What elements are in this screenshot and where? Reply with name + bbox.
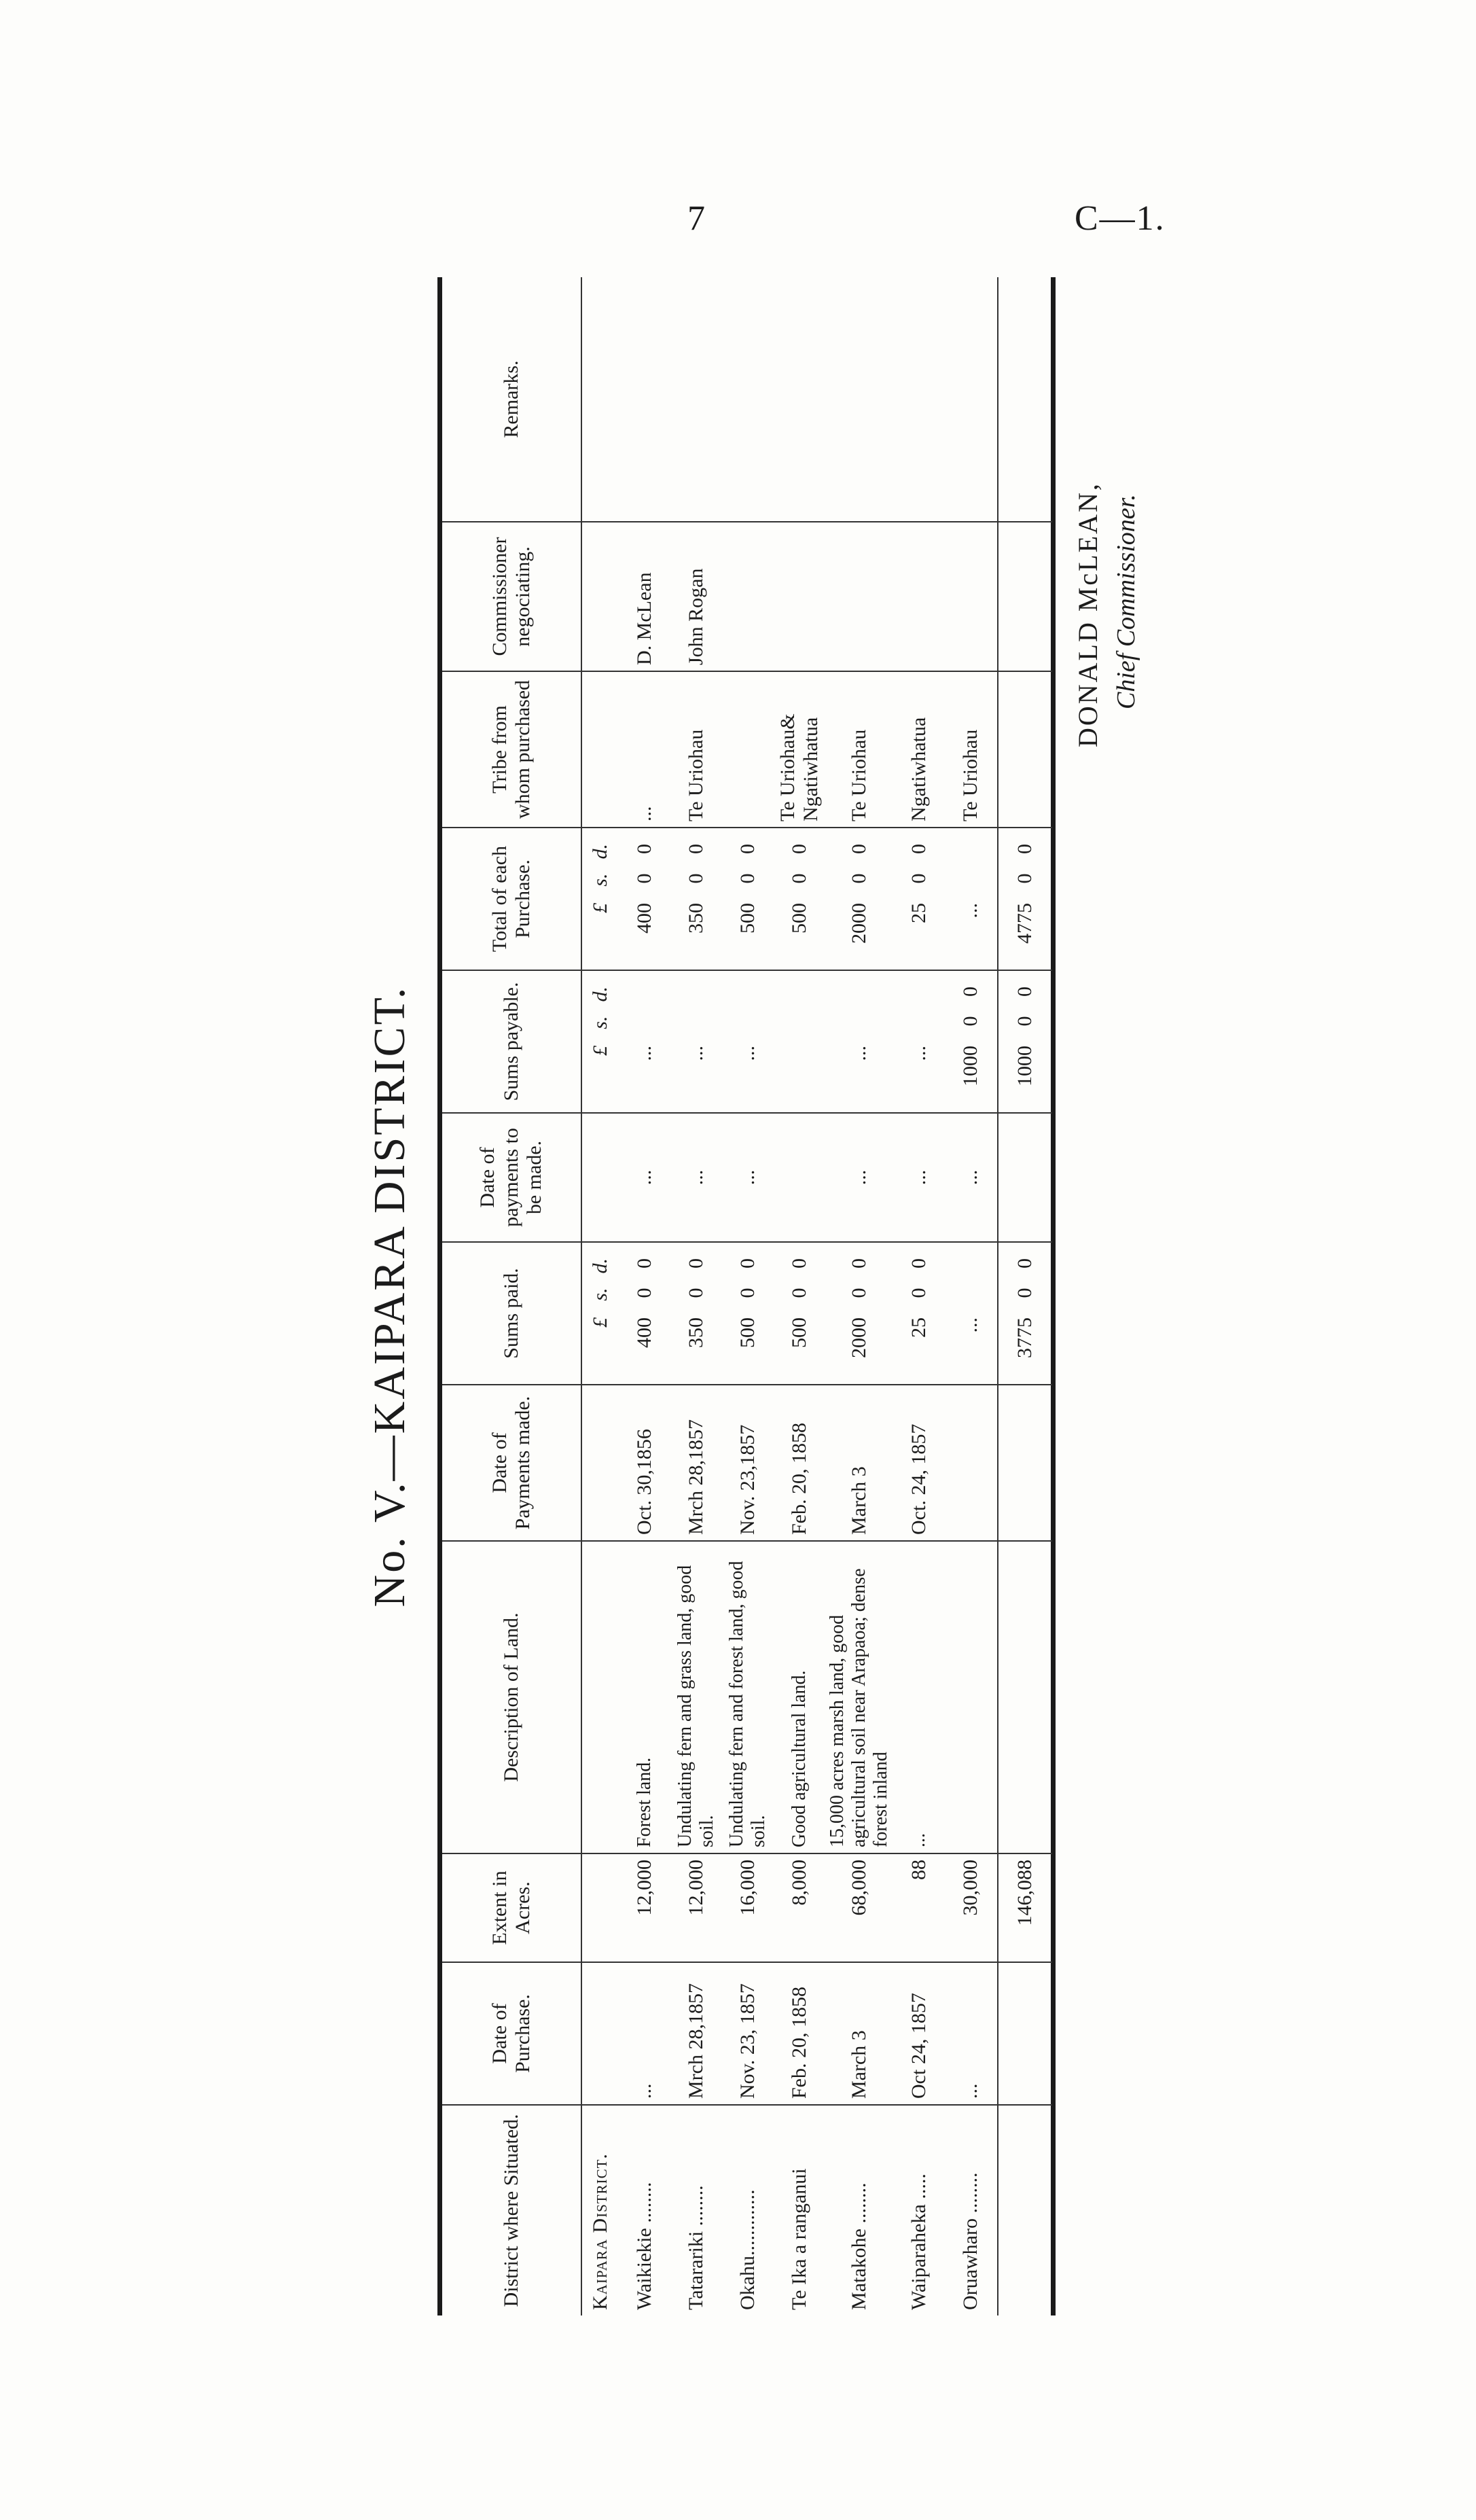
signature-role: Chief Commissioner. [1112, 494, 1140, 709]
cell-sums-paid: ... [946, 1242, 998, 1385]
cell-sums-payable: ... [619, 970, 670, 1113]
table-row [774, 277, 825, 2315]
cell-tribe: ... [619, 671, 670, 828]
cell-total: 500 0 0 [774, 828, 825, 970]
cell-date-due [774, 1113, 825, 1242]
header-description: Description of Land. [442, 1541, 581, 1853]
cell-extent: 12,000 [619, 1853, 670, 1962]
cell-date-due: ... [825, 1113, 894, 1242]
cell-description [946, 1541, 998, 1853]
cell-commissioner [825, 522, 894, 671]
cell-date-paid: March 3 [825, 1385, 894, 1541]
cell-date-due: ... [670, 1113, 722, 1242]
table-row [825, 277, 894, 2315]
table-title: No. V.—KAIPARA DISTRICT. [365, 985, 414, 1608]
header-commissioner: Commissioner negociating. [442, 522, 581, 671]
purchases-table [442, 277, 1052, 2315]
cell-date-due: ... [619, 1113, 670, 1242]
page-number: 7 [687, 199, 705, 238]
total-sums-paid: 3775 0 0 [998, 1242, 1052, 1385]
cell-date-purchase: Nov. 23, 1857 [722, 1962, 774, 2105]
cell-commissioner: John Rogan [670, 522, 722, 671]
cell-sums-payable: ... [894, 970, 946, 1113]
cell-sums-payable: 1000 0 0 [946, 970, 998, 1113]
table-row [946, 277, 998, 2315]
cell-total: 2000 0 0 [825, 828, 894, 970]
cell-tribe: Te Uriohau [946, 671, 998, 828]
table-row [670, 277, 722, 2315]
cell-date-paid [946, 1385, 998, 1541]
document-code: C—1. [1075, 199, 1166, 238]
cell-remarks [894, 277, 946, 522]
cell-date-paid: Oct. 30,1856 [619, 1385, 670, 1541]
currency-unit-row [581, 277, 619, 2315]
cell-commissioner [774, 522, 825, 671]
cell-district: Waikiekie ........ [632, 2182, 655, 2310]
cell-commissioner [894, 522, 946, 671]
cell-date-purchase: ... [946, 1962, 998, 2105]
cell-district: Oruawharo ........ [959, 2172, 982, 2310]
header-extent: Extent in Acres. [442, 1853, 581, 1962]
cell-district: Waiparaheka ..... [907, 2173, 931, 2310]
cell-total: 400 0 0 [619, 828, 670, 970]
header-tribe: Tribe from whom purchased [442, 671, 581, 828]
cell-date-paid: Nov. 23,1857 [722, 1385, 774, 1541]
cell-total: 500 0 0 [722, 828, 774, 970]
cell-sums-paid: 25 0 0 [894, 1242, 946, 1385]
table-row [619, 277, 670, 2315]
cell-tribe [722, 671, 774, 828]
cell-sums-paid: 2000 0 0 [825, 1242, 894, 1385]
total-units: £ s. d. [581, 828, 619, 970]
cell-sums-paid: 350 0 0 [670, 1242, 722, 1385]
header-row [442, 277, 581, 2315]
cell-date-due: ... [894, 1113, 946, 1242]
header-district: District where Situated. [442, 2105, 581, 2315]
cell-sums-payable: ... [722, 970, 774, 1113]
cell-description: Forest land. [619, 1541, 670, 1853]
total-grand: 4775 0 0 [998, 828, 1052, 970]
cell-district: Matakohe ........ [848, 2182, 871, 2310]
cell-date-purchase: ... [619, 1962, 670, 2105]
cell-extent: 88 [894, 1853, 946, 1962]
table-row [894, 277, 946, 2315]
cell-commissioner: D. McLean [619, 522, 670, 671]
cell-date-due: ... [722, 1113, 774, 1242]
cell-remarks [825, 277, 894, 522]
cell-description: Undulating fern and grass land, good soil. [670, 1541, 722, 1853]
total-extent: 146,088 [998, 1853, 1052, 1962]
cell-sums-payable [774, 970, 825, 1113]
cell-total: ... [946, 828, 998, 970]
cell-commissioner [946, 522, 998, 671]
total-sums-payable: 1000 0 0 [998, 970, 1052, 1113]
cell-sums-paid: 400 0 0 [619, 1242, 670, 1385]
cell-description: Good agricultural land. [774, 1541, 825, 1853]
header-total: Total of each Purchase. [442, 828, 581, 970]
cell-description: ... [894, 1541, 946, 1853]
cell-sums-paid: 500 0 0 [722, 1242, 774, 1385]
cell-description: 15,000 acres marsh land, good agricultural soil near Arapaoa; dense forest inland [825, 1541, 894, 1853]
cell-tribe: Te Uriohau [670, 671, 722, 828]
cell-extent: 68,000 [825, 1853, 894, 1962]
table-frame [437, 277, 1056, 2315]
cell-extent: 12,000 [670, 1853, 722, 1962]
cell-date-paid: Mrch 28,1857 [670, 1385, 722, 1541]
header-sums-paid: Sums paid. [442, 1242, 581, 1385]
cell-date-due: ... [946, 1113, 998, 1242]
cell-total: 350 0 0 [670, 828, 722, 970]
cell-remarks [670, 277, 722, 522]
cell-sums-payable: ... [670, 970, 722, 1113]
cell-date-purchase: Mrch 28,1857 [670, 1962, 722, 2105]
header-remarks: Remarks. [442, 277, 581, 522]
cell-extent: 16,000 [722, 1853, 774, 1962]
signature-name: DONALD McLEAN, [1073, 482, 1103, 747]
cell-district: Okahu............. [736, 2189, 759, 2310]
cell-tribe: Te Uriohau& Ngatiwhatua [774, 671, 825, 828]
cell-district: Tatarariki ........ [684, 2185, 707, 2310]
cell-description: Undulating fern and forest land, good soil. [722, 1541, 774, 1853]
cell-date-purchase: Feb. 20, 1858 [774, 1962, 825, 2105]
cell-sums-paid: 500 0 0 [774, 1242, 825, 1385]
totals-row [998, 277, 1052, 2315]
signature-block [1069, 326, 1151, 747]
cell-date-purchase: Oct 24, 1857 [894, 1962, 946, 2105]
cell-commissioner [722, 522, 774, 671]
cell-sums-payable: ... [825, 970, 894, 1113]
cell-district: Te Ika a ranganui [787, 2168, 810, 2310]
payable-units: £ s. d. [581, 970, 619, 1113]
cell-remarks [774, 277, 825, 522]
cell-date-purchase: March 3 [825, 1962, 894, 2105]
cell-extent: 30,000 [946, 1853, 998, 1962]
cell-remarks [722, 277, 774, 522]
header-date-purchase: Date of Purchase. [442, 1962, 581, 2105]
cell-tribe: Te Uriohau [825, 671, 894, 828]
header-date-payments-due: Date of payments to be made. [442, 1113, 581, 1242]
cell-date-paid: Oct. 24, 1857 [894, 1385, 946, 1541]
cell-extent: 8,000 [774, 1853, 825, 1962]
section-label: Kaipara District. [588, 2153, 611, 2310]
cell-remarks [619, 277, 670, 522]
header-date-payments-made: Date of Payments made. [442, 1385, 581, 1541]
cell-date-paid: Feb. 20, 1858 [774, 1385, 825, 1541]
cell-total: 25 0 0 [894, 828, 946, 970]
rotated-table-block [349, 277, 1056, 2315]
cell-tribe: Ngatiwhatua [894, 671, 946, 828]
cell-remarks [946, 277, 998, 522]
paid-units: £ s. d. [581, 1242, 619, 1385]
table-row [722, 277, 774, 2315]
header-sums-payable: Sums payable. [442, 970, 581, 1113]
